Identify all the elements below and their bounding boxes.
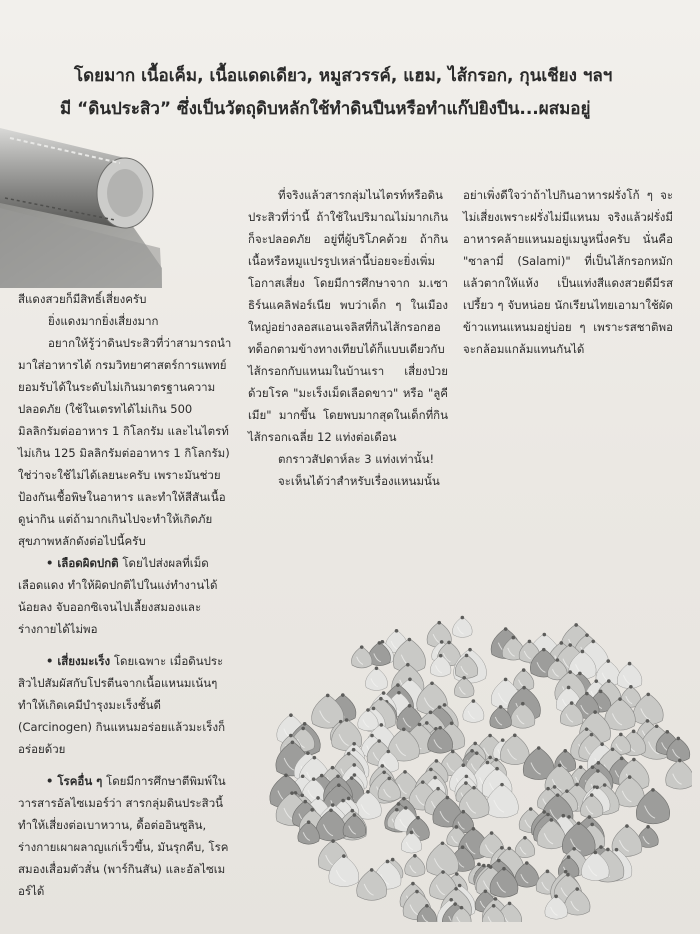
headline-line-2: มี “ดินประสิว” ซึ่งเป็นวัตถุดิบหลักใช้ทำดินปืนหรือทำแก๊ปยิงปืน...ผสมอยู่ (60, 99, 591, 119)
bullet-blood-title: เลือดผิดปกติ (57, 556, 119, 570)
nam-bag (365, 666, 387, 690)
nam-bag (515, 836, 535, 858)
bullet-other-text: โดยมีการศึกษาตีพิมพ์ในวารสารอัลไซเมอร์ว่า สารกลุ่มดินประสิวนี้ทำให้เสี่ยงต่อเบาหวาน, ดื้อต่ออินซูลิน, ร่างกายเผาผลาญแก่เร็วขึ้น, มันรุกคืบ, โรคสมองเสื่อมตัวสั่น (พาร์กินสัน) และอัลไซเมอร์ได้ (18, 774, 229, 898)
nam-bag (405, 854, 425, 876)
sausage-photo (0, 118, 162, 288)
bullet-dot: • (46, 654, 54, 668)
column-middle (248, 184, 448, 492)
nam-bag (452, 616, 472, 638)
bullet-dot: • (46, 774, 54, 788)
bullet-other (18, 770, 233, 902)
mid-para-2: ตกราวสัปดาห์ละ 3 แท่งเท่านั้น! (278, 452, 435, 466)
left-para-2: อยากให้รู้ว่าดินประสิวที่ว่าสามารถนำมาใส่อาหารได้ กรมวิทยาศาสตร์การแพทย์ยอมรับได้ในระดับไม่เกินมาตรฐานความปลอดภัย (ใช้ในเตรทได้ไม่เกิน 500 มิลลิกรัมต่ออาหาร 1 กิโลกรัม และไนไตรท์ไม่เกิน 125 มิลลิกรัมต่ออาหาร 1 กิโลกรัม) ใช่ว่าจะใช้ไม่ได้เลยนะครับ เพราะมันช่วยป้องกันเชื้อพิษในอาหาร และทำให้สีสันเนื้อดูน่ากิน แต่ถ้ามากเกินไปจะทำให้เกิดภัยสุขภาพหลักดังต่อไปนี้ครับ (18, 336, 232, 548)
right-para-1: อย่าเพิ่งดีใจว่าถ้าไปกินอาหารฝรั่งโก้ ๆ จะไม่เสี่ยงเพราะฝรั่งไม่มีแหนม จริงแล้วฝรั่งมีอาหารคล้ายแหนมอยู่เมนูหนึ่งครับ นั่นคือ "ซาลามี่ (Salami)" ที่เป็นไส้กรอกหมักแล้วตากให้แห้ง เป็นแท่งสีแดงสวยดีมีรสเปรี้ยว ๆ จับหน่อย นักเรียนไทยเอามาใช้ผัดข้าวแทนแหนมอยู่บ่อย ๆ เพราะรสชาติพอจะกล้อมแกล้มแทนกันได้ (463, 188, 673, 356)
bullet-cancer-title: เสี่ยงมะเร็ง (57, 654, 111, 668)
bullet-cancer-text: โดยเฉพาะ เมื่อดินประสิวไปสัมผัสกับโปรตีนจากเนื้อแหนมเน้นๆ ทำให้เกิดเคมีบำรุงมะเร็งชั้นดี (Carcinogen) กินแหนมอร่อยแล้วมะเร็งก็อร่อยด้วย (18, 654, 226, 756)
bullet-blood (18, 552, 233, 640)
nam-bag (500, 734, 529, 765)
nam-bag (463, 699, 484, 722)
mid-para-1: ที่จริงแล้วสารกลุ่มไนไตรท์หรือดินประสิวที่ว่านี้ ถ้าใช้ในปริมาณไม่มากเกินก็จะปลอดภัย อยู่ที่ผู้บริโภคด้วย ถ้ากินเนื้อหรือหมูแปรรูปเหล่านี้บ่อยจะยิ่งเพิ่มโอกาสเสี่ยง โดยมีการศึกษาจาก ม.เซาธิร์นแคลิฟอร์เนีย พบว่าเด็ก ๆ ในเมืองใหญ่อย่างลอสแอนเจลิสที่กินไส้กรอกฮอทด็อกตามข้างทางเทียบได้ก็แบบเดียวกับไส้กรอกกับแหนมในบ้านเรา เสี่ยงป่วยด้วยโรค "มะเร็งเม็ดเลือดขาว" หรือ "ลูคีเมีย" มากขึ้น โดยพบมากสุดในเด็กที่กินไส้กรอกเฉลี่ย 12 แท่งต่อเดือน (248, 188, 448, 444)
column-right (463, 184, 673, 360)
nam-bag (666, 759, 692, 789)
headline (60, 60, 690, 126)
mid-para-3: จะเห็นได้ว่าสำหรับเรื่องแหนมนั้น (278, 474, 440, 488)
bullet-cancer (18, 650, 233, 760)
headline-line-1: โดยมาก เนื้อเค็ม, เนื้อแดดเดียว, หมูสวรรค์, แฮม, ไส้กรอก, กุนเชียง ฯลฯ (74, 66, 613, 86)
nam-bags-photo (262, 572, 692, 922)
nam-bag (617, 662, 642, 689)
bullet-other-title: โรคอื่น ๆ (57, 774, 103, 788)
column-left (18, 288, 233, 902)
left-para-1-line-2: ยิ่งแดงมากยิ่งเสี่ยงมาก (48, 314, 159, 328)
bullet-blood-text: โดยไปส่งผลที่เม็ดเลือดแดง ทำให้ผิดปกติไปในแง่ทำงานได้น้อยลง จับออกซิเจนไปเลี้ยงสมองและร่างกายได้ไม่พอ (18, 556, 218, 636)
nam-bag (351, 645, 371, 668)
left-para-1-line-1: สีแดงสวยก็มีสิทธิ์เสี่ยงครับ (18, 292, 147, 306)
bullet-dot: • (46, 556, 54, 570)
